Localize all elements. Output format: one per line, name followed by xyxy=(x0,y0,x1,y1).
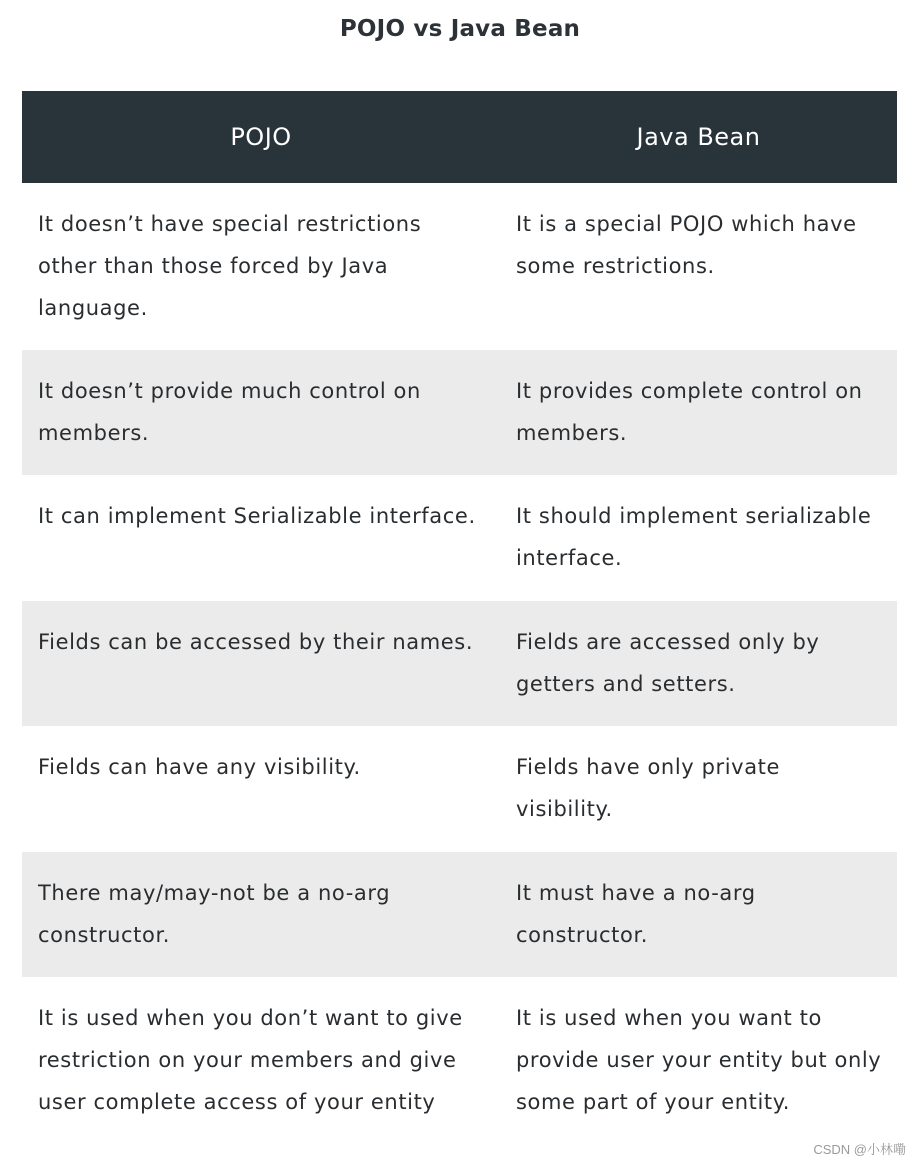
table-row xyxy=(22,977,897,1145)
cell-pojo: It doesn’t have special restrictions other than those forced by Java language. xyxy=(22,183,500,350)
cell-java-bean: Fields have only private visibility. xyxy=(500,726,897,852)
cell-java-bean: It provides complete control on members. xyxy=(500,350,897,475)
table-row xyxy=(22,601,897,726)
cell-java-bean: It must have a no-arg constructor. xyxy=(500,852,897,977)
cell-java-bean: It is a special POJO which have some restrictions. xyxy=(500,183,897,350)
table-row xyxy=(22,852,897,977)
page-title: POJO vs Java Bean xyxy=(339,16,581,42)
comparison-table xyxy=(22,91,897,1145)
cell-pojo: It doesn’t provide much control on members. xyxy=(22,350,500,475)
cell-pojo: There may/may-not be a no-arg constructor. xyxy=(22,852,500,977)
cell-pojo: Fields can have any visibility. xyxy=(22,726,500,852)
cell-java-bean: It is used when you want to provide user your entity but only some part of your entity. xyxy=(500,977,897,1145)
cell-java-bean: Fields are accessed only by getters and setters. xyxy=(500,601,897,726)
table-row xyxy=(22,183,897,350)
watermark: CSDN @小林嘞 xyxy=(813,1142,906,1157)
table-row xyxy=(22,726,897,852)
header-pojo: POJO xyxy=(22,91,500,183)
cell-pojo: It is used when you don’t want to give restriction on your members and give user complete access of your entity xyxy=(22,977,500,1145)
table-row xyxy=(22,350,897,475)
header-java-bean: Java Bean xyxy=(500,91,897,183)
cell-java-bean: It should implement serializable interface. xyxy=(500,475,897,601)
cell-pojo: Fields can be accessed by their names. xyxy=(22,601,500,726)
cell-pojo: It can implement Serializable interface. xyxy=(22,475,500,601)
table-header-row xyxy=(22,91,897,183)
table-row xyxy=(22,475,897,601)
